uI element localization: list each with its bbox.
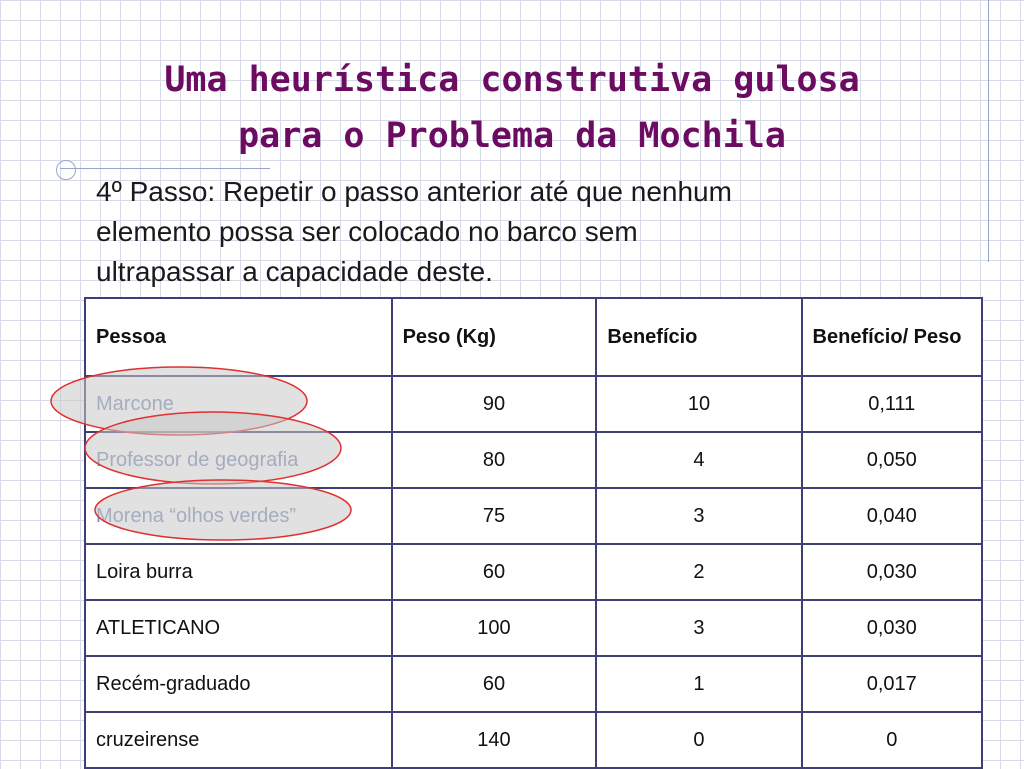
cell-beneficio: 4	[596, 432, 801, 488]
title-line-2: para o Problema da Mochila	[238, 116, 786, 156]
cell-beneficio: 1	[596, 656, 801, 712]
cell-beneficio: 2	[596, 544, 801, 600]
cell-pessoa: cruzeirense	[85, 712, 392, 768]
cell-peso: 60	[392, 544, 597, 600]
title-line-1: Uma heurística construtiva gulosa	[164, 60, 860, 100]
highlight-oval-professor	[85, 412, 341, 484]
body-line-1: 4º Passo: Repetir o passo anterior até que nenhum	[96, 176, 732, 207]
highlight-oval-morena	[95, 480, 351, 540]
body-line-2: elemento possa ser colocado no barco sem	[96, 216, 638, 247]
cell-ratio: 0	[802, 712, 982, 768]
cell-beneficio: 0	[596, 712, 801, 768]
cell-pessoa: Recém-graduado	[85, 656, 392, 712]
cell-ratio: 0,017	[802, 656, 982, 712]
header-pessoa: Pessoa	[85, 298, 392, 376]
cell-beneficio: 10	[596, 376, 801, 432]
header-peso: Peso (Kg)	[392, 298, 597, 376]
cell-ratio: 0,111	[802, 376, 982, 432]
cell-beneficio: 3	[596, 600, 801, 656]
cell-pessoa: Loira burra	[85, 544, 392, 600]
cell-peso: 80	[392, 432, 597, 488]
cell-pessoa: ATLETICANO	[85, 600, 392, 656]
cell-peso: 90	[392, 376, 597, 432]
cell-peso: 100	[392, 600, 597, 656]
cell-beneficio: 3	[596, 488, 801, 544]
cell-ratio: 0,030	[802, 600, 982, 656]
body-line-3: ultrapassar a capacidade deste.	[96, 256, 493, 287]
header-beneficio-peso: Benefício/ Peso	[802, 298, 982, 376]
cell-ratio: 0,050	[802, 432, 982, 488]
cell-ratio: 0,040	[802, 488, 982, 544]
cell-peso: 60	[392, 656, 597, 712]
cell-peso: 75	[392, 488, 597, 544]
cell-peso: 140	[392, 712, 597, 768]
cell-ratio: 0,030	[802, 544, 982, 600]
header-beneficio: Benefício	[596, 298, 801, 376]
